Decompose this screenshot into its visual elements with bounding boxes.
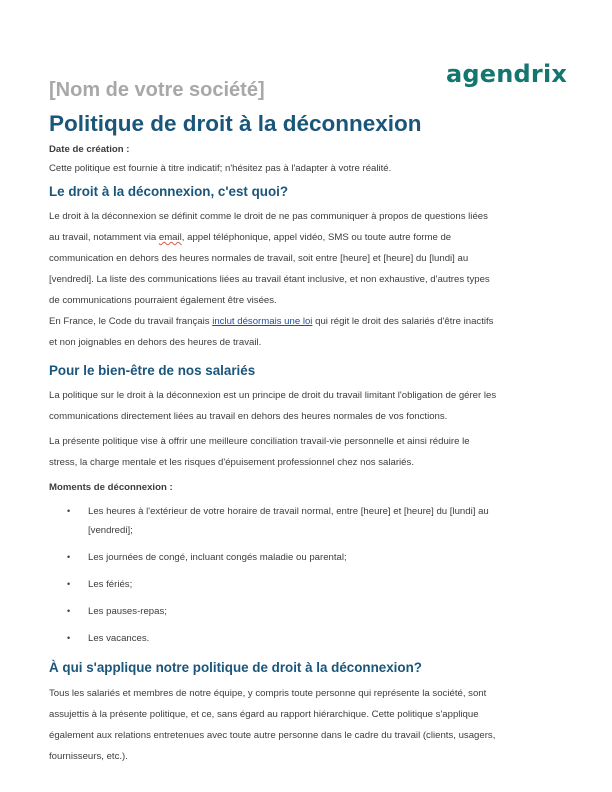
- text-segment: au travail, notamment via: [49, 232, 159, 243]
- agendrix-logo: agendrix: [446, 60, 568, 88]
- text-line: et non joignables en dehors des heures de travail.: [49, 337, 262, 348]
- moments-label-text: Moments de déconnexion :: [49, 482, 173, 493]
- section1-paragraph1: [49, 206, 569, 311]
- bullet-icon: •: [67, 579, 71, 589]
- text-line: également aux relations entretenues avec toute autre personne dans le cadre du travail (clients, usagers,: [49, 730, 496, 741]
- moments-list: [49, 502, 569, 648]
- creation-date-label-text: Date de création :: [49, 144, 130, 155]
- section-heading-qui: À qui s'applique notre politique de droit à la déconnexion?: [49, 660, 422, 675]
- document-body: [49, 143, 569, 767]
- list-item-text: Les pauses-repas;: [88, 606, 167, 617]
- text-line: assujettis à la présente politique, et ce, sans égard au rapport hiérarchique. Cette politique s'applique: [49, 709, 479, 720]
- text-line: communication en dehors des heures normales de travail, soit entre [heure] et [heure] du [lundi] au: [49, 253, 469, 264]
- bullet-icon: •: [67, 506, 71, 516]
- text-line: fournisseurs, etc.).: [49, 751, 128, 762]
- list-item: [49, 548, 569, 567]
- spellcheck-flagged-word: email: [158, 232, 182, 243]
- creation-date-label: [49, 143, 569, 157]
- text-line: stress, la charge mentale et les risques d'épuisement professionnel chez nos salariés.: [49, 457, 414, 468]
- list-item-text: Les journées de congé, incluant congés maladie ou parental;: [88, 552, 347, 563]
- bullet-icon: •: [67, 552, 71, 562]
- list-item: [49, 602, 569, 621]
- text-line: La présente politique vise à offrir une meilleure conciliation travail-vie personnelle et ainsi réduire le: [49, 436, 470, 447]
- disclaimer-text: Cette politique est fournie à titre indicatif; n'hésitez pas à l'adapter à votre réalité.: [49, 163, 392, 174]
- section2-paragraph1: [49, 385, 569, 427]
- loi-link[interactable]: inclut désormais une loi: [212, 316, 313, 327]
- company-name-placeholder: [Nom de votre société]: [49, 79, 265, 101]
- bullet-icon: •: [67, 606, 71, 616]
- list-item-text: Les fériés;: [88, 579, 133, 590]
- section-heading-bien-etre: Pour le bien-être de nos salariés: [49, 363, 256, 378]
- section2-paragraph2: [49, 431, 569, 473]
- text-segment: , appel téléphonique, appel vidéo, SMS ou toute autre forme de: [181, 232, 452, 243]
- text-line: [vendredi]. La liste des communications liées au travail étant inclusive, et non exhaustive, d'autres types: [49, 274, 490, 285]
- bullet-icon: •: [67, 633, 71, 643]
- text-segment: qui régit le droit des salariés d'être inactifs: [312, 316, 494, 327]
- text-line: communications directement liées au travail en dehors des heures normales de vos fonctions.: [49, 411, 448, 422]
- list-item-text: [vendredi];: [88, 525, 133, 536]
- list-item-text: Les heures à l'extérieur de votre horaire de travail normal, entre [heure] et [heure] du [lundi] au: [88, 506, 489, 517]
- text-segment: En France, le Code du travail français: [49, 316, 213, 327]
- page-title: Politique de droit à la déconnexion: [49, 111, 422, 136]
- section-heading-droit: Le droit à la déconnexion, c'est quoi?: [49, 184, 289, 199]
- list-item-text: Les vacances.: [88, 633, 150, 644]
- list-item: [49, 502, 569, 540]
- text-line: Tous les salariés et membres de notre équipe, y compris toute personne qui représente la société, sont: [49, 688, 487, 699]
- text-line: [49, 311, 569, 332]
- text-line: [49, 227, 569, 248]
- text-line: de communications pourraient également être visées.: [49, 295, 277, 306]
- moments-label: [49, 477, 569, 498]
- list-item: [49, 575, 569, 594]
- text-line: Le droit à la déconnexion se définit comme le droit de ne pas communiquer à propos de questions liées: [49, 211, 488, 222]
- list-item: [49, 629, 569, 648]
- section1-paragraph2: [49, 311, 569, 353]
- section3-paragraph1: [49, 683, 569, 767]
- text-line: La politique sur le droit à la déconnexion est un principe de droit du travail limitant l'obligation de gérer les: [49, 390, 497, 401]
